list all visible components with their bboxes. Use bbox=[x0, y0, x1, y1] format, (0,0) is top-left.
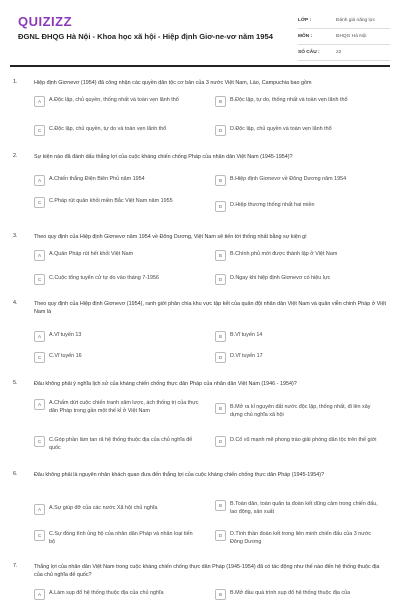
answer-option[interactable] bbox=[215, 202, 380, 212]
option-text: B.Vĩ tuyến 14 bbox=[230, 332, 263, 338]
meta-row-subject bbox=[298, 29, 390, 45]
answer-option[interactable] bbox=[215, 353, 380, 363]
answer-option[interactable] bbox=[215, 126, 380, 136]
question-number: 7. bbox=[13, 563, 18, 569]
option-letter: C bbox=[34, 436, 45, 447]
option-letter: A bbox=[34, 331, 45, 342]
option-letter: C bbox=[34, 352, 45, 363]
answer-option[interactable] bbox=[34, 97, 199, 107]
question-number: 5. bbox=[13, 380, 18, 386]
question-number: 1. bbox=[13, 79, 18, 85]
option-letter: C bbox=[34, 197, 45, 208]
question-number: 3. bbox=[13, 233, 18, 239]
option-text: B.Mở ra kỉ nguyên đất nước độc lập, thống nhất, đi lên xây dựng chủ nghĩa xã hội bbox=[230, 404, 371, 418]
option-text: A.Làm sụp đổ hệ thống thuộc địa của chủ nghĩa bbox=[49, 590, 164, 596]
option-letter: A bbox=[34, 589, 45, 600]
option-text: D.Độc lập, chủ quyền và toàn vẹn lãnh thổ bbox=[230, 126, 332, 132]
option-letter: A bbox=[34, 399, 45, 410]
option-text: C.Góp phần làm tan rã hệ thống thuộc địa của chủ nghĩa đế quốc bbox=[49, 437, 193, 451]
question-text: Theo quy định của Hiệp định Giơnevơ năm 1954 về Đông Dương, Việt Nam sẽ tiến tới thống nhất bằng sự kiện gì bbox=[34, 234, 307, 240]
option-letter: C bbox=[34, 530, 45, 541]
option-text: B.Hiệp định Giơnevơ về Đông Dương năm 1954 bbox=[230, 176, 347, 182]
meta-row-count bbox=[298, 45, 390, 61]
option-text: D.Cổ vũ mạnh mẽ phong trào giải phóng dân tộc trên thế giới bbox=[230, 437, 377, 443]
option-text: D.Ngay khi hiệp định Giơnevơ có hiệu lực bbox=[230, 275, 331, 281]
meta-value: 22 bbox=[336, 50, 342, 55]
option-text: A.Độc lập, chủ quyền, thống nhất và toàn vẹn lãnh thổ bbox=[49, 97, 179, 103]
answer-option[interactable] bbox=[34, 275, 199, 285]
option-text: A.Chiến thắng Điện Biên Phủ năm 1954 bbox=[49, 176, 145, 182]
answer-option[interactable] bbox=[215, 176, 380, 186]
option-letter: D bbox=[215, 125, 226, 136]
answer-option[interactable] bbox=[215, 590, 380, 600]
answer-option[interactable] bbox=[215, 332, 380, 342]
answer-option[interactable] bbox=[34, 505, 199, 515]
option-text: B.Toàn dân, toàn quân ta đoàn kết dũng cảm trong chiến đấu, lao động, sản xuất bbox=[230, 501, 378, 515]
quizizz-logo: QUIZIZZ bbox=[18, 14, 73, 29]
answer-option[interactable] bbox=[215, 404, 380, 419]
answer-option[interactable] bbox=[215, 275, 380, 285]
meta-value: ĐHQG Hà Nội bbox=[336, 34, 367, 39]
option-letter: C bbox=[34, 125, 45, 136]
option-letter: B bbox=[215, 331, 226, 342]
option-letter: B bbox=[215, 589, 226, 600]
option-letter: D bbox=[215, 274, 226, 285]
answer-option[interactable] bbox=[34, 437, 199, 452]
option-letter: B bbox=[215, 96, 226, 107]
document-title: ĐGNL ĐHQG Hà Nội - Khoa học xã hội - Hiệp định Giơ-ne-vơ năm 1954 bbox=[18, 32, 273, 41]
option-text: C.Cuộc tổng tuyển cử tự do vào tháng 7-1956 bbox=[49, 275, 160, 281]
question-number: 2. bbox=[13, 153, 18, 159]
option-letter: A bbox=[34, 175, 45, 186]
answer-option[interactable] bbox=[34, 176, 199, 186]
answer-option[interactable] bbox=[34, 332, 199, 342]
question-text: Sự kiện nào đã đánh dấu thắng lợi của cuộc kháng chiến chống Pháp của nhân dân Việt Nam (1945-1954)? bbox=[34, 154, 293, 160]
option-text: A.Chấm dứt cuộc chiến tranh xâm lược, ách thống trị của thực dân Pháp trong gần một thế kỉ ở Việt Nam bbox=[49, 400, 199, 414]
question-number: 6. bbox=[13, 471, 18, 477]
option-text: A.Vĩ tuyến 13 bbox=[49, 332, 82, 338]
option-text: A.Quân Pháp rút hết khỏi Việt Nam bbox=[49, 251, 134, 257]
option-letter: D bbox=[215, 530, 226, 541]
option-letter: B bbox=[215, 500, 226, 511]
header-divider bbox=[10, 65, 390, 67]
answer-option[interactable] bbox=[34, 590, 199, 600]
option-letter: A bbox=[34, 250, 45, 261]
option-letter: B bbox=[215, 250, 226, 261]
meta-value: Đánh giá năng lực bbox=[336, 18, 376, 23]
answer-option[interactable] bbox=[34, 126, 199, 136]
answer-option[interactable] bbox=[34, 400, 199, 415]
answer-option[interactable] bbox=[34, 353, 199, 363]
option-text: A.Sự giúp đỡ của các nước Xã hội chủ nghĩa bbox=[49, 505, 158, 511]
option-text: C.Độc lập, chủ quyền, tự do và toàn vẹn lãnh thổ bbox=[49, 126, 167, 132]
option-text: C.Pháp rút quân khỏi miền Bắc Việt Nam năm 1955 bbox=[49, 198, 173, 204]
option-text: D.Tình thần đoàn kết trong liên minh chiến đấu của 3 nước Đông Dương bbox=[230, 531, 372, 545]
meta-row-class bbox=[298, 13, 390, 29]
option-letter: D bbox=[215, 436, 226, 447]
option-letter: C bbox=[34, 274, 45, 285]
answer-option[interactable] bbox=[34, 531, 199, 546]
option-letter: A bbox=[34, 504, 45, 515]
answer-option[interactable] bbox=[215, 251, 380, 261]
question-text: Thắng lợi của nhân dân Việt Nam trong cuộc kháng chiến chống thực dân Pháp (1945-1954) đã có tác động như thế nào đến hệ thống thuộc địa của chủ nghĩa đế quốc? bbox=[34, 564, 380, 578]
option-text: B.Mở đầu quá trình sụp đổ hệ thống thuộc địa của bbox=[230, 590, 351, 596]
question-text: Theo quy định của Hiệp định Giơnevơ (1954), ranh giới phân chia khu vực tập kết của quân đội nhân dân Việt Nam và quân viễn chinh Pháp ở Việt Nam là bbox=[34, 301, 386, 315]
meta-key: MÔN : bbox=[298, 34, 313, 39]
meta-key: SỐ CÂU : bbox=[298, 50, 320, 55]
answer-option[interactable] bbox=[215, 437, 380, 447]
answer-option[interactable] bbox=[215, 501, 380, 516]
option-text: D.Hiệp thương thống nhất hai miền bbox=[230, 202, 315, 208]
option-letter: A bbox=[34, 96, 45, 107]
question-text: Đâu không phải là nguyên nhân khách quan đưa đến thắng lợi của cuộc kháng chiến chống thực dân Pháp (1945-1954)? bbox=[34, 472, 325, 478]
option-text: C.Sự đồng tình ủng hộ của nhân dân Pháp và nhân loại tiến bộ bbox=[49, 531, 193, 545]
option-letter: D bbox=[215, 201, 226, 212]
question-number: 4. bbox=[13, 300, 18, 306]
answer-option[interactable] bbox=[34, 198, 199, 208]
question-text: Hiệp định Giơnevơ (1954) đã công nhận các quyền dân tộc cơ bản của 3 nước Việt Nam, Lào, Campuchia bao gồm bbox=[34, 80, 312, 86]
meta-key: LỚP : bbox=[298, 18, 312, 23]
option-text: D.Vĩ tuyến 17 bbox=[230, 353, 263, 359]
option-letter: B bbox=[215, 403, 226, 414]
option-text: B.Độc lập, tự do, thống nhất và toàn vẹn lãnh thổ bbox=[230, 97, 348, 103]
option-letter: D bbox=[215, 352, 226, 363]
option-text: B.Chính phủ mới được thành lập ở Việt Nam bbox=[230, 251, 338, 257]
option-text: C.Vĩ tuyến 16 bbox=[49, 353, 82, 359]
meta-table bbox=[298, 13, 390, 61]
option-letter: B bbox=[215, 175, 226, 186]
answer-option[interactable] bbox=[215, 97, 380, 107]
answer-option[interactable] bbox=[215, 531, 380, 546]
question-text: Đâu không phải ý nghĩa lịch sử của kháng chiến chống thực dân Pháp của nhân dân Việt Nam (1946 - 1954)? bbox=[34, 381, 297, 387]
answer-option[interactable] bbox=[34, 251, 199, 261]
